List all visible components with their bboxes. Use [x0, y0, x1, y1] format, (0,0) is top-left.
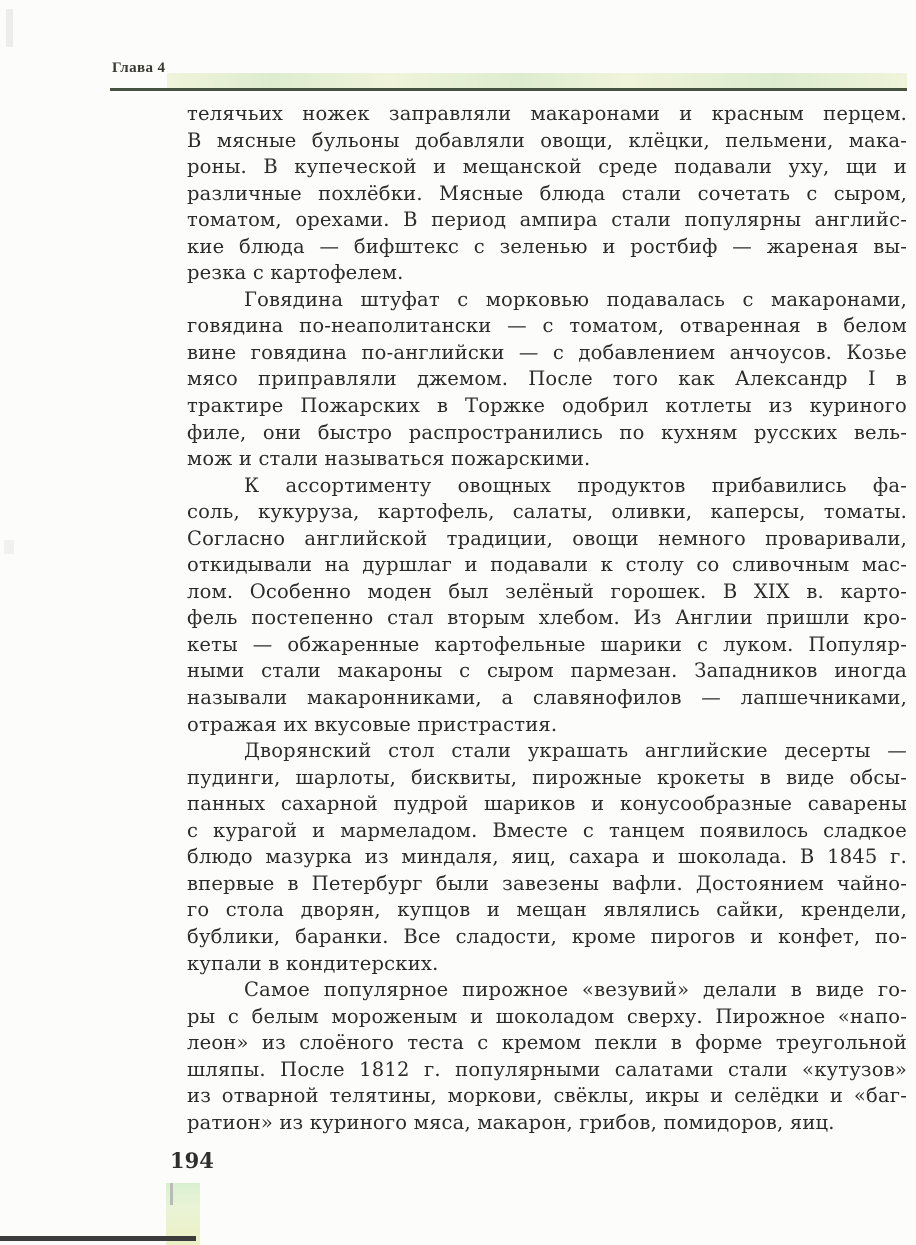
- chapter-header: Глава 4: [112, 60, 166, 76]
- text-line: телячьих ножек заправляли макаронами и красным перцем.: [187, 102, 907, 125]
- text-line: блюдо мазурка из миндаля, яиц, сахара и шоколада. В 1845 г.: [187, 845, 907, 869]
- text-line: отражая их вкусовые пристрастия.: [187, 712, 558, 736]
- text-line: го стола дворян, купцов и мещан являлись сайки, крендели,: [187, 898, 907, 922]
- text-line: роны. В купеческой и мещанской среде подавали уху, щи и: [187, 155, 907, 179]
- text-line: мож и стали называться пожарскими.: [187, 447, 591, 471]
- text-line: филе, они быстро распространились по кухням русских вель-: [187, 420, 907, 444]
- text-line: кеты — обжаренные картофельные шарики с луком. Популяр-: [187, 632, 907, 656]
- text-line: ратион» из куриного мяса, макарон, грибов, помидоров, яиц.: [187, 1110, 835, 1134]
- text-line: шляпы. После 1812 г. популярными салатами стали «кутузов»: [187, 1057, 907, 1081]
- text-line: К ассортименту овощных продуктов прибавились фа-: [244, 473, 907, 497]
- text-line: кие блюда — бифштекс с зеленью и ростбиф — жареная вы-: [187, 234, 907, 258]
- footer-edge-line: [0, 1236, 196, 1241]
- paragraph: [187, 473, 907, 738]
- paragraph: [187, 738, 907, 977]
- text-line: томатом, орехами. В период ампира стали популярны английс-: [187, 208, 907, 232]
- scan-artifact: [4, 540, 14, 554]
- text-line: Самое популярное пирожное «везувий» делали в виде го-: [244, 978, 907, 1002]
- text-line: Дворянский стол стали украшать английские десерты —: [244, 739, 907, 763]
- text-line: лом. Особенно моден был зелёный горошек. В XIX в. карто-: [187, 579, 907, 603]
- text-line: из отварной телятины, моркови, свёклы, икры и селёдки и «баг-: [187, 1084, 907, 1108]
- text-line: впервые в Петербург были завезены вафли. Достоянием чайно-: [187, 871, 907, 895]
- page-text: [187, 101, 907, 1136]
- text-line: резка с картофелем.: [187, 261, 404, 285]
- text-line: мясо приправляли джемом. После того как Александр I в: [187, 367, 907, 391]
- text-line: панных сахарной пудрой шариков и конусообразные саварены: [187, 792, 907, 816]
- text-line: говядина по-неаполитански — с томатом, отваренная в белом: [187, 314, 907, 338]
- text-line: откидывали на дуршлаг и подавали к столу со сливочным мас-: [187, 553, 907, 577]
- text-line: ры с белым мороженым и шоколадом сверху. Пирожное «напо-: [187, 1004, 907, 1028]
- text-line: Говядина штуфат с морковью подавалась с макаронами,: [244, 287, 907, 311]
- paragraph: [187, 287, 907, 473]
- text-line: пудинги, шарлоты, бисквиты, пирожные крокеты в виде обсы-: [187, 765, 907, 789]
- text-line: Согласно английской традиции, овощи немного проваривали,: [187, 526, 907, 550]
- scan-artifact: [170, 1183, 173, 1205]
- text-line: фель постепенно стал вторым хлебом. Из Англии пришли кро-: [187, 606, 907, 630]
- paragraph: [187, 977, 907, 1136]
- text-line: соль, кукуруза, картофель, салаты, оливки, каперсы, томаты.: [187, 500, 907, 524]
- page-number: 194: [170, 1148, 214, 1173]
- text-line: леон» из слоёного теста с кремом пекли в форме треугольной: [187, 1031, 907, 1055]
- header-rule: [110, 88, 907, 91]
- text-line: В мясные бульоны добавляли овощи, клёцки, пельмени, мака-: [187, 128, 907, 152]
- text-line: купали в кондитерских.: [187, 951, 439, 975]
- paragraph: [187, 101, 907, 287]
- text-line: бублики, баранки. Все сладости, кроме пирогов и конфет, по-: [187, 924, 907, 948]
- text-line: трактире Пожарских в Торжке одобрил котлеты из куриного: [187, 394, 907, 418]
- text-line: различные похлёбки. Мясные блюда стали сочетать с сыром,: [187, 181, 907, 205]
- scan-artifact: [6, 9, 13, 47]
- text-line: вине говядина по-английски — с добавлением анчоусов. Козье: [187, 340, 907, 364]
- text-line: с курагой и мармеладом. Вместе с танцем появилось сладкое: [187, 818, 907, 842]
- text-line: ными стали макароны с сыром пармезан. Западников иногда: [187, 659, 907, 683]
- header-green-band: [167, 73, 907, 88]
- text-line: называли макаронниками, а славянофилов — лапшечниками,: [187, 686, 907, 710]
